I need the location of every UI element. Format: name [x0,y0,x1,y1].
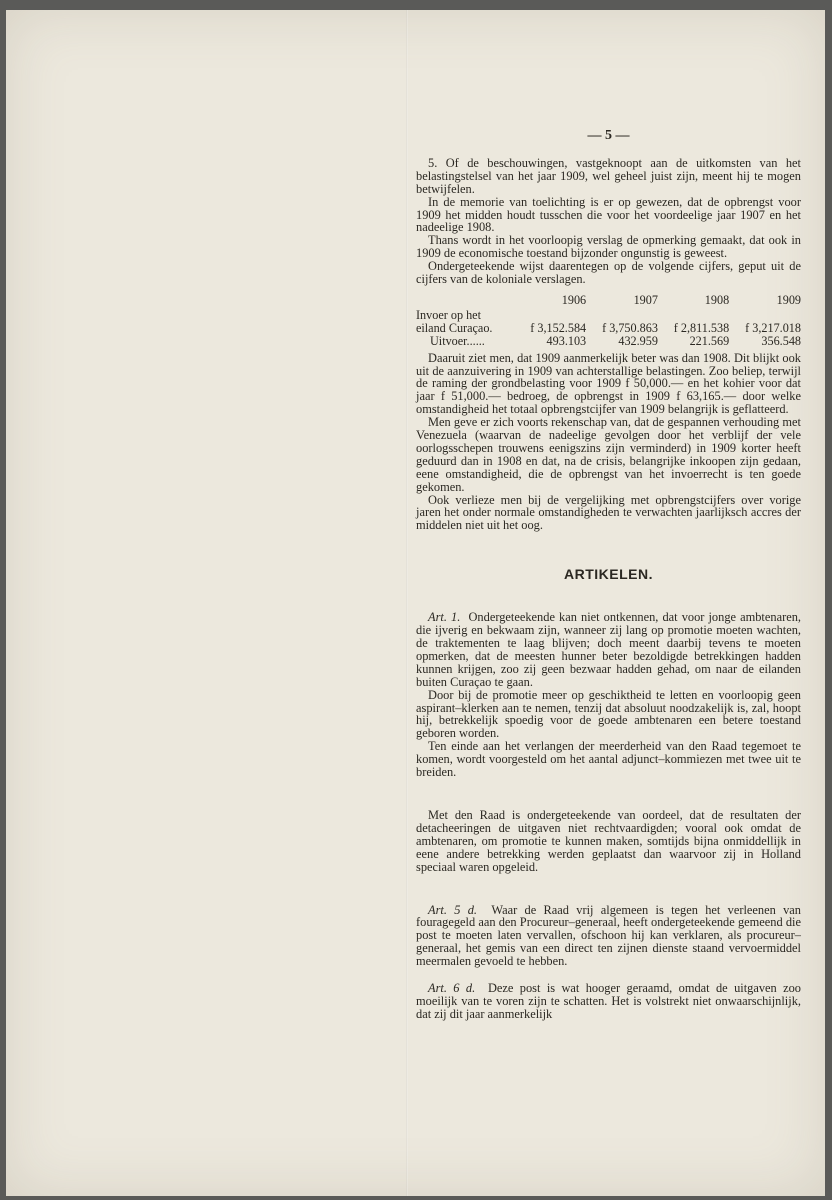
paragraph: Door bij de promotie meer op geschiktheid te letten en voorloopig geen aspirant–klerken aan te nemen, tenzij dat absoluut noodzakelijk is, zal, hoopt hij, betrekkelijk spoedig voor de goede ambtenaren een betere toestand geboren worden. [416,687,801,741]
value-cell: f 2,811.538 [673,320,730,335]
table-row [416,335,801,348]
paragraph: Thans wordt in het voorloopig verslag de opmerking gemaakt, dat ook in 1909 de economische toestand bijzonder ongunstig is geweest. [416,233,801,261]
value-cell: f 3,217.018 [745,320,801,335]
article-text: Waar de Raad vrij algemeen is tegen het verleenen van fouragegeld aan den Procureur–generaal, heeft ondergeteekende gemeend die post te moeten laten vervallen, ofschoon hij kan verklaren, als procureur–generaal, het gemis van een direct ten zijnen dienste staand vervoermiddel meermalen gevoeld te hebben. [416,902,801,969]
paragraph: Daaruit ziet men, dat 1909 aanmerkelijk beter was dan 1908. Dit blijkt ook uit de aanzuivering in 1909 van achterstallige belastingen. Zoo beliep, terwijl de raming der grondbelasting voor 1909 f 50,000.— en het kohier voor dat jaar f 51,000.— bedroeg, de opbrengst in 1909 f 63,165.— door welke omstandigheid het totaal opbrengstcijfer van 1909 belangrijk is geflatteerd. [416,350,801,417]
row-label: Invoer op het [416,307,481,322]
paragraph: Ondergeteekende wijst daarentegen op de volgende cijfers, geput uit de cijfers van de koloniale verslagen. [416,259,801,287]
article-text: Ondergeteekende kan niet ontkennen, dat voor jonge ambtenaren, die ijverig en bekwaam zijn, wanneer zij lang op promotie moeten wachten, de traktementen te laag blijven; doch meent daarbij tevens te moeten opmerken, dat de meesten hunner beter bezoldigde betrekkingen hadden kunnen krijgen, zoo zij geen bezwaar hadden gehad, om naar de eilanden buiten Curaçao te gaan. [416,610,801,689]
article-paragraph [416,611,801,688]
value-cell: f 3,152.584 [530,320,587,335]
article-paragraph [416,982,801,1021]
value-cell: f 3,750.863 [602,320,658,335]
paragraph: Met den Raad is ondergeteekende van oordeel, dat de resultaten der detacheeringen de uitgaven niet rechtvaardigden; vooral ook omdat de ambtenaren, om promotie te kunnen maken, somtijds bijna onmiddellijk in eene andere betrekking werden geplaatst dan waarvoor zij in Holland speciaal waren opgeleid. [416,807,801,874]
value-cell: 432.959 [618,333,658,348]
row-label: eiland Curaçao. [416,320,493,335]
table-header-row [416,294,801,309]
text-column [416,130,801,1021]
page-fold [406,10,408,1196]
year-cell: 1907 [633,292,658,307]
paragraph: Ten einde aan het verlangen der meerderheid van den Raad tegemoet te komen, wordt voorgesteld om het aantal adjunct–kommiezen met twee uit te breiden. [416,739,801,780]
year-cell: 1906 [561,292,587,307]
document-page [6,10,825,1196]
paragraph: 5. Of de beschouwingen, vastgeknoopt aan de uitkomsten van het belastingstelsel van het jaar 1909, wel geheel juist zijn, meent hij te mogen betwijfelen. [416,155,801,196]
value-cell: 356.548 [761,333,801,348]
page-number: — 5 — [587,128,630,143]
row-label: Uitvoer...... [430,333,485,348]
trade-figures-table [416,294,801,348]
year-cell: 1909 [776,292,801,307]
paragraph: Men geve er zich voorts rekenschap van, dat de gespannen verhouding met Venezuela (waarvan de nadeelige gevolgen door het verblijf der vele oorlogsschepen trouwens eenigszins zijn verminderd) in 1909 korter heeft geduurd dan in 1908 en dat, na de crisis, belangrijke inkoopen zijn gedaan, eene omstandigheid, die de opbrengst van het invoerrecht is ten goede gekomen. [416,415,801,494]
article-text: Deze post is wat hooger geraamd, omdat de uitgaven zoo moeilijk van te voren zijn te schatten. Het is volstrekt niet onwaarschijnlijk, dat zij dit jaar aanmerkelijk [416,981,801,1021]
value-cell: 493.103 [546,333,587,348]
paragraph: Ook verlieze men bij de vergelijking met opbrengstcijfers over vorige jaren het onder normale omstandigheden te verwachten jaarlijksch accres der middelen niet uit het oog. [416,492,801,533]
value-cell: 221.569 [689,333,730,348]
year-cell: 1908 [704,292,730,307]
section-heading: ARTIKELEN. [564,566,653,583]
article-label: Art. 5 d. [428,902,478,917]
table-row [416,322,801,335]
article-label: Art. 1. [428,610,461,625]
article-label: Art. 6 d. [428,981,476,996]
article-paragraph [416,904,801,969]
table-row [416,309,801,322]
paragraph: In de memorie van toelichting is er op gewezen, dat de opbrengst voor 1909 het midden houdt tusschen die voor het voordeelige jaar 1907 en het nadeelige 1908. [416,194,801,235]
